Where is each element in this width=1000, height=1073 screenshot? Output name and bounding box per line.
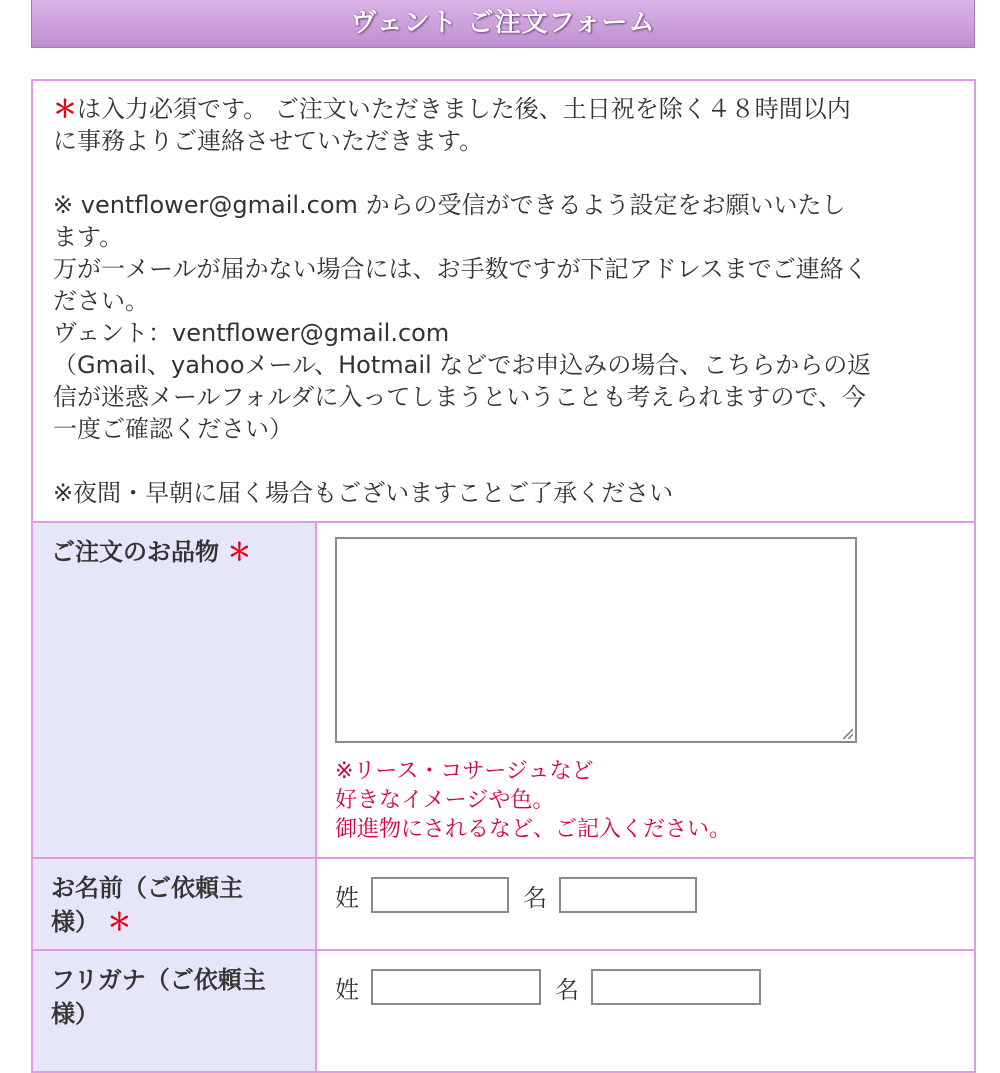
- required-asterisk-icon: ＊: [53, 95, 77, 123]
- order-items-textarea[interactable]: [335, 537, 857, 743]
- notice-line: ※ ventflower@gmail.com からの受信ができるよう設定をお願いいたし: [53, 191, 846, 219]
- label-kana: フリガナ（ご依頼主 様）: [33, 951, 317, 1071]
- first-kana-input[interactable]: [591, 969, 761, 1005]
- notice-contact-email: ヴェント：ventflower@gmail.com: [53, 319, 450, 347]
- notice-line: ます。: [53, 223, 124, 251]
- notice-line: 万が一メールが届かない場合には、お手数ですが下記アドレスまでご連絡く: [53, 255, 868, 283]
- last-name-input[interactable]: [371, 877, 509, 913]
- field-name: [317, 859, 974, 949]
- resize-grip-icon[interactable]: [843, 729, 853, 739]
- page-title: ヴェント ご注文フォーム: [350, 8, 656, 38]
- required-asterisk-icon: ＊: [107, 908, 132, 936]
- last-name-label: 姓: [335, 883, 359, 912]
- last-kana-input[interactable]: [371, 969, 541, 1005]
- notice-line: ださい。: [53, 287, 149, 315]
- form-title-bar: [31, 0, 975, 48]
- notice-line: ＊は入力必須です。 ご注文いただきました後、土日祝を除く４８時間以内: [53, 95, 851, 123]
- last-kana-label: 姓: [335, 975, 359, 1004]
- required-asterisk-icon: ＊: [227, 538, 252, 566]
- row-kana: [33, 951, 974, 1071]
- notice-line: 信が迷惑メールフォルダに入ってしまうということも考えられますので、今: [53, 383, 866, 411]
- label-name: お名前（ご依頼主 様） ＊: [33, 859, 317, 949]
- row-name: [33, 859, 974, 951]
- first-name-label: 名: [523, 883, 547, 912]
- form-notice: [33, 81, 974, 523]
- field-order-items: [317, 523, 974, 857]
- notice-line: に事務よりご連絡させていただきます。: [53, 127, 484, 155]
- notice-line: （Gmail、yahooメール、Hotmail などでお申込みの場合、こちらからの返: [53, 351, 872, 379]
- first-name-input[interactable]: [559, 877, 697, 913]
- notice-line: 一度ご確認ください）: [53, 415, 293, 443]
- row-order-items: [33, 523, 974, 859]
- notice-line: ※夜間・早朝に届く場合もございますことご了承ください: [53, 479, 674, 507]
- order-items-hint: ※リース・コサージュなど 好きなイメージや色。 御進物にされるなど、ご記入ください。: [335, 759, 732, 842]
- label-order-items: ご注文のお品物 ＊: [33, 523, 317, 857]
- field-kana: [317, 951, 974, 1071]
- first-kana-label: 名: [555, 975, 579, 1004]
- order-form-table: [31, 79, 976, 1073]
